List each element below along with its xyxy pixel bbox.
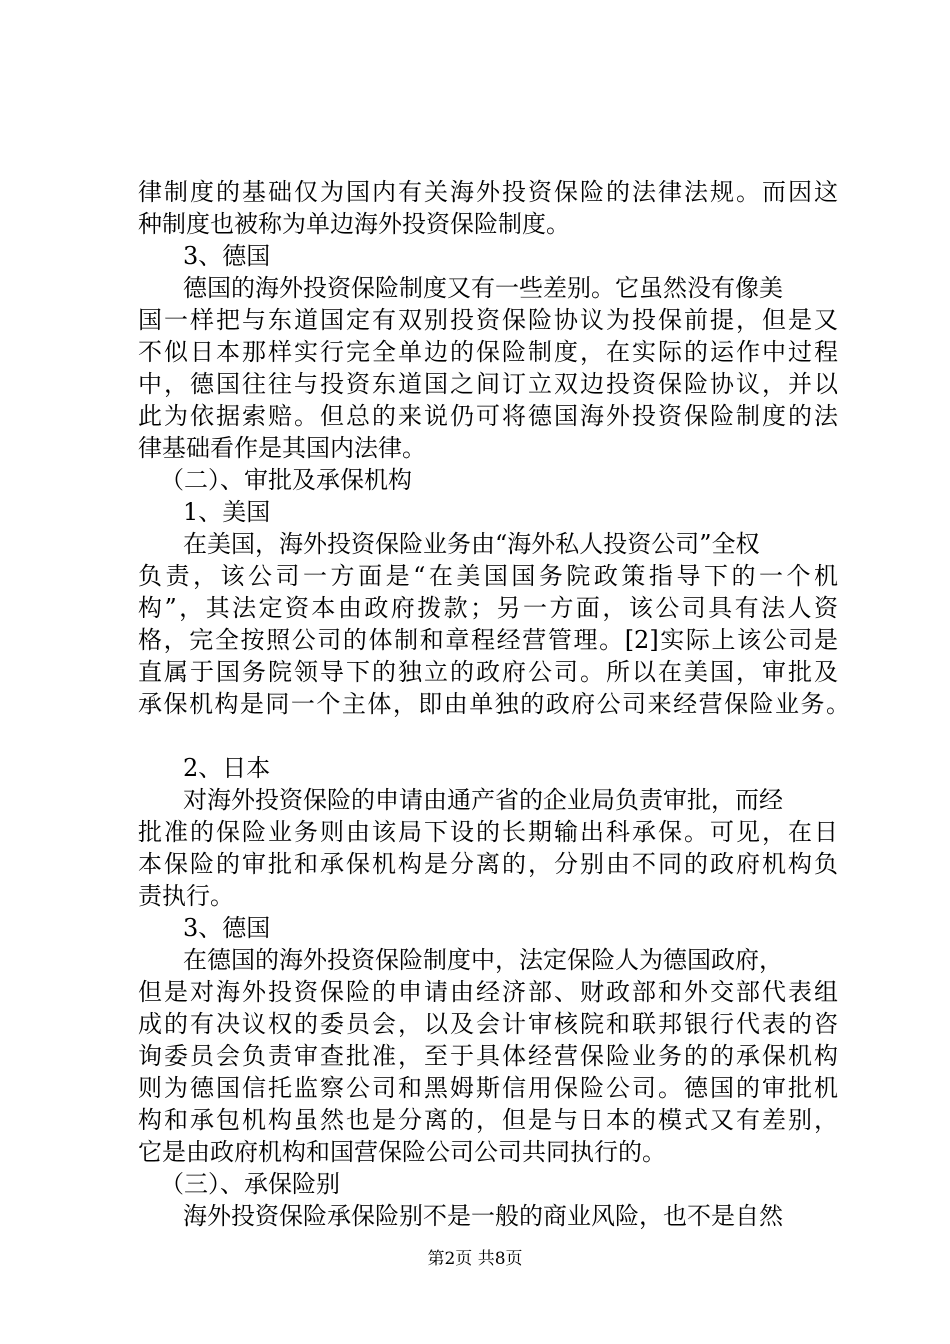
text-line: 海外投资保险承保险别不是一般的商业风险，也不是自然	[183, 1202, 783, 1230]
page-footer	[0, 1248, 950, 1270]
text-line: 直属于国务院领导下的独立的政府公司。所以在美国，审批及	[138, 658, 838, 686]
text-line: 律制度的基础仅为国内有关海外投资保险的法律法规。而因这	[138, 178, 838, 206]
text-line: 对海外投资保险的申请由通产省的企业局负责审批，而经	[183, 786, 783, 814]
text-line: 在德国的海外投资保险制度中，法定保险人为德国政府，	[183, 946, 783, 974]
text-line: 此为依据索赔。但总的来说仍可将德国海外投资保险制度的法	[138, 402, 838, 430]
text-line: 不似日本那样实行完全单边的保险制度，在实际的运作中过程	[138, 338, 838, 366]
section-heading: （二）、审批及承保机构	[160, 466, 412, 494]
text-line: 格，完全按照公司的体制和章程经营管理。[2]实际上该公司是	[138, 626, 838, 654]
text-line: 律基础看作是其国内法律。	[138, 434, 426, 462]
section-heading: 3、德国	[183, 242, 271, 270]
text-line: 本保险的审批和承保机构是分离的，分别由不同的政府机构负	[138, 850, 838, 878]
text-line: 在美国，海外投资保险业务由“海外私人投资公司”全权	[183, 530, 760, 558]
section-heading: 1、美国	[183, 498, 271, 526]
text-line: 构和承包机构虽然也是分离的，但是与日本的模式又有差别，	[138, 1106, 838, 1134]
text-line: 成的有决议权的委员会，以及会计审核院和联邦银行代表的咨	[138, 1010, 838, 1038]
text-line: 询委员会负责审查批准，至于具体经营保险业务的的承保机构	[138, 1042, 838, 1070]
text-line: 责执行。	[138, 882, 234, 910]
text-line: 德国的海外投资保险制度又有一些差别。它虽然没有像美	[183, 274, 783, 302]
text-line: 构”，其法定资本由政府拨款；另一方面，该公司具有法人资	[138, 594, 838, 622]
section-heading: 2、日本	[183, 754, 271, 782]
text-line: 负责，该公司一方面是“在美国国务院政策指导下的一个机	[138, 562, 838, 590]
text-line: 承保机构是同一个主体，即由单独的政府公司来经营保险业务。	[138, 690, 850, 718]
section-heading: （三）、承保险别	[160, 1170, 340, 1198]
section-heading: 3、德国	[183, 914, 271, 942]
text-line: 种制度也被称为单边海外投资保险制度。	[138, 210, 570, 238]
text-line: 但是对海外投资保险的申请由经济部、财政部和外交部代表组	[138, 978, 838, 1006]
text-line: 则为德国信托监察公司和黑姆斯信用保险公司。德国的审批机	[138, 1074, 838, 1102]
text-line: 国一样把与东道国定有双别投资保险协议为投保前提，但是又	[138, 306, 838, 334]
text-line: 批准的保险业务则由该局下设的长期输出科承保。可见，在日	[138, 818, 838, 846]
text-line: 它是由政府机构和国营保险公司公司共同执行的。	[138, 1138, 666, 1166]
page-number-label: 第2页 共8页	[427, 1249, 523, 1269]
text-line: 中，德国往往与投资东道国之间订立双边投资保险协议，并以	[138, 370, 838, 398]
